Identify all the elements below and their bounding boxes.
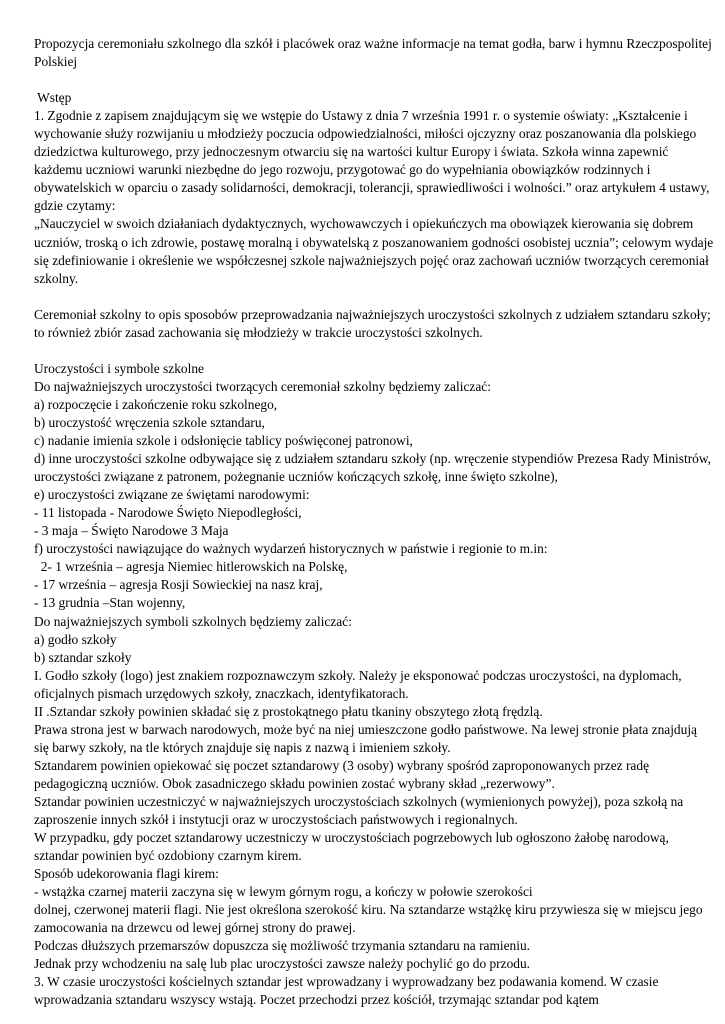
list-item: e) uroczystości związane ze świętami narodowymi: (34, 487, 310, 503)
paragraph: Sztandar powinien uczestniczyć w najważniejszych uroczystościach szkolnych (wymienionych powyżej), poza szkołą na zaproszenie innych szkół i instytucji oraz w uroczystościach państwowych i regionalnych. (34, 793, 684, 828)
spacer (34, 71, 714, 89)
list-item: d) inne uroczystości szkolne odbywające się z udziałem sztandaru szkoły (np. wręczenie stypendiów Prezesa Rady Ministrów, uroczystości związane z patronem, pożegnanie uczniów kończących szkołę, inne święto szkolne), (34, 451, 712, 485)
section-heading: Uroczystości i symbole szkolne (34, 360, 204, 376)
paragraph-ceremony-definition: Ceremoniał szkolny to opis sposobów przeprowadzania najważniejszych uroczystości szkolnych z udziałem sztandaru szkoły; to również zbiór zasad zachowania się młodzieży w trakcie uroczystości szkolnych. (34, 306, 711, 340)
paragraph: - wstążka czarnej materii zaczyna się w lewym górnym rogu, a kończy w połowie szerokości (34, 884, 533, 900)
list-item: - 13 grudnia –Stan wojenny, (34, 595, 186, 611)
paragraph: Prawa strona jest w barwach narodowych, może być na niej umieszczone godło państwowe. Na lewej stronie płata znajdują się barwy szkoły, na tle których znajduje się napis z nazwą i imieniem szkoły. (34, 721, 697, 755)
spacer (34, 342, 714, 360)
spacer (34, 288, 714, 306)
paragraph: Sposób udekorowania flagi kirem: (34, 866, 219, 882)
list-item: b) sztandar szkoły (34, 649, 132, 665)
document-page (34, 35, 714, 1010)
text-line: Do najważniejszych symboli szkolnych będziemy zaliczać: (34, 613, 352, 629)
document-title: Propozycja ceremoniału szkolnego dla szkół i placówek oraz ważne informacje na temat godła, barw i hymnu Rzeczpospolitej Polskiej (34, 36, 712, 70)
paragraph-law-quote: 1. Zgodnie z zapisem znajdującym się we wstępie do Ustawy z dnia 7 września 1991 r. o systemie oświaty: „Kształcenie i wychowanie służy rozwijaniu u młodzieży poczucia odpowiedzialności, miłości ojczyzny oraz poszanowania dla polskiego dziedzictwa kulturowego, przy jednoczesnym otwarciu się na wartości kultur Europy i świata. Szkoła winna zapewnić każdemu uczniowi warunki niezbędne do jego rozwoju, przygotować go do wypełniania obowiązków rodzinnych i obywatelskich w oparciu o zasady solidarności, demokracji, tolerancji, sprawiedliwości i wolności.” oraz artykułem 4 ustawy, gdzie czytamy: (34, 108, 710, 214)
paragraph: Sztandarem powinien opiekować się poczet sztandarowy (3 osoby) wybrany spośród zaproponowanych przez radę pedagogiczną uczniów. Obok zasadniczego składu powinien zostać wybrany skład „rezerwowy”. (34, 757, 650, 791)
list-item: - 11 listopada - Narodowe Święto Niepodległości, (34, 505, 302, 521)
list-item: - 17 września – agresja Rosji Sowieckiej na nasz kraj, (34, 577, 323, 593)
paragraph: Podczas dłuższych przemarszów dopuszcza się możliwość trzymania sztandaru na ramieniu. (34, 938, 531, 954)
paragraph: Jednak przy wchodzeniu na salę lub plac uroczystości zawsze należy pochylić go do przodu. (34, 956, 531, 972)
paragraph-teacher-quote: „Nauczyciel w swoich działaniach dydaktycznych, wychowawczych i opiekuńczych ma obowiązek kierowania się dobrem uczniów, troską o ich zdrowie, postawę moralną i obywatelską z poszanowaniem godności osobistej ucznia”; celowym wydaje się zdefiniowanie i określenie we współczesnej szkole najważniejszych pojęć oraz zachowań uczniów tworzących ceremoniał szkolny. (34, 216, 714, 286)
paragraph: II .Sztandar szkoły powinien składać się z prostokątnego płatu tkaniny obszytego złotą frędzlą. (34, 703, 543, 719)
list-item: 2- 1 września – agresja Niemiec hitlerowskich na Polskę, (34, 559, 348, 575)
paragraph: W przypadku, gdy poczet sztandarowy uczestniczy w uroczystościach pogrzebowych lub ogłoszono żałobę narodową, sztandar powinien być ozdobiony czarnym kirem. (34, 830, 669, 864)
list-item: b) uroczystość wręczenia szkole sztandaru, (34, 414, 265, 430)
list-item: c) nadanie imienia szkole i odsłonięcie tablicy poświęconej patronowi, (34, 433, 413, 449)
list-item: f) uroczystości nawiązujące do ważnych wydarzeń historycznych w państwie i regionie to m.in: (34, 541, 548, 557)
list-item: - 3 maja – Święto Narodowe 3 Maja (34, 523, 229, 539)
paragraph: 3. W czasie uroczystości kościelnych sztandar jest wprowadzany i wyprowadzany bez podawania komend. W czasie wprowadzania sztandaru wszyscy wstają. Poczet przechodzi przez kościół, trzymając sztandar pod kątem (34, 974, 659, 1008)
paragraph: dolnej, czerwonej materii flagi. Nie jest określona szerokość kiru. Na sztandarze wstążkę kiru przywiesza się w miejscu jego zamocowania na drzewcu od lewej górnej strony do prawej. (34, 902, 703, 936)
intro-heading: Wstęp (34, 90, 72, 106)
list-item: a) godło szkoły (34, 631, 117, 647)
list-item: a) rozpoczęcie i zakończenie roku szkolnego, (34, 396, 278, 412)
text-line: Do najważniejszych uroczystości tworzących ceremoniał szkolny będziemy zaliczać: (34, 378, 491, 394)
paragraph: I. Godło szkoły (logo) jest znakiem rozpoznawczym szkoły. Należy je eksponować podczas uroczystości, na dyplomach, oficjalnych pismach urzędowych szkoły, znaczkach, identyfikatorach. (34, 667, 682, 701)
